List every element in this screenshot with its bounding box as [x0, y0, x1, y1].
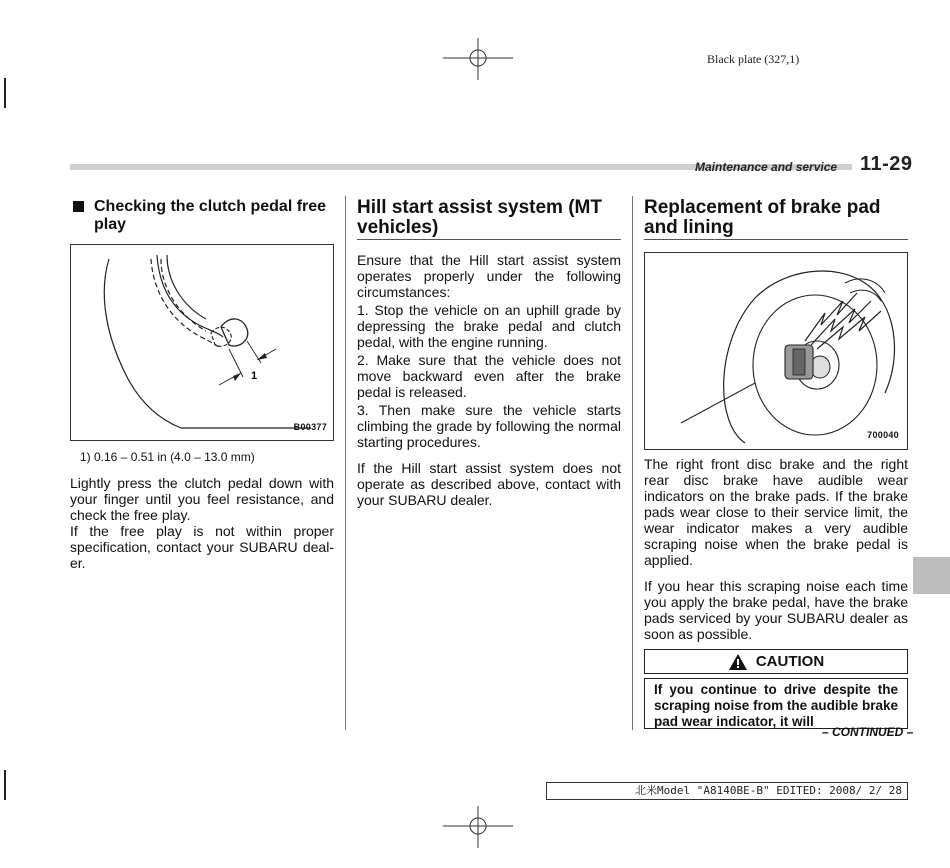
- brake-pad-figure: [644, 252, 908, 450]
- column-divider-2: [632, 196, 633, 730]
- chapter-side-tab: [913, 557, 950, 594]
- caution-header: [644, 649, 908, 674]
- clutch-pedal-illustration: [71, 245, 333, 440]
- crop-mark-left-top: [4, 78, 6, 108]
- footer-edition: 北米Model "A8140BE-B" EDITED: 2008/ 2/ 28: [546, 782, 908, 800]
- registration-mark-top: [443, 34, 513, 84]
- section-heading-brake-pad: Replacement of brake pad and lining: [644, 198, 908, 240]
- column-brake-pad: [644, 198, 908, 729]
- paragraph: Lightly press the clutch pedal down with your finger until you feel resistance, and check the free play.: [70, 475, 334, 523]
- continued-label: – CONTINUED –: [822, 725, 914, 739]
- column-hill-start: [357, 198, 621, 508]
- list-item: 1. Stop the vehicle on an uphill grade by depressing the brake pedal and clutch pedal, with the engine running.: [357, 302, 621, 350]
- section-heading-clutch: Checking the clutch pedal free play: [70, 198, 334, 234]
- paragraph: Ensure that the Hill start assist system operates properly under the following circumstances:: [357, 252, 621, 300]
- paragraph: The right front disc brake and the right rear disc brake have audible wear indicators on the brake pads. If the brake pads wear close to their service limit, the wear indicator makes a very audible scraping noise when the brake pedal is applied.: [644, 456, 908, 568]
- list-item: 2. Make sure that the vehicle does not move backward even after the brake pedal is released.: [357, 352, 621, 400]
- paragraph: If the free play is not within proper specification, contact your SUBARU deal-er.: [70, 523, 334, 571]
- warning-triangle-icon: [728, 653, 748, 671]
- list-item: 3. Then make sure the vehicle starts climbing the grade by following the normal starting procedures.: [357, 402, 621, 450]
- section-heading-hill-start: Hill start assist system (MT vehicles): [357, 198, 621, 240]
- header-section-title: Maintenance and service: [695, 160, 838, 174]
- caution-label: CAUTION: [755, 652, 825, 670]
- clutch-pedal-figure: [70, 244, 334, 441]
- caution-text: If you continue to drive despite the scraping noise from the audible brake pad wear indicator, it will: [644, 678, 908, 729]
- paragraph: If the Hill start assist system does not operate as described above, contact with your SUBARU dealer.: [357, 460, 621, 508]
- registration-mark-bottom: [443, 802, 513, 852]
- paragraph: If you hear this scraping noise each time you apply the brake pedal, have the brake pads serviced by your SUBARU dealer as soon as possible.: [644, 578, 908, 642]
- figure-callout: 1: [251, 370, 258, 382]
- figure-note: 1) 0.16 – 0.51 in (4.0 – 13.0 mm): [80, 450, 255, 464]
- figure-code: B00377: [293, 422, 327, 432]
- page-number: 11-29: [860, 153, 913, 175]
- square-bullet-icon: [73, 201, 84, 212]
- crop-mark-left-bottom: [4, 770, 6, 800]
- figure-code: 700040: [867, 430, 899, 440]
- column-divider-1: [345, 196, 346, 730]
- brake-disc-illustration: [645, 253, 907, 449]
- column-clutch: [70, 198, 334, 571]
- plate-label: Black plate (327,1): [707, 52, 800, 66]
